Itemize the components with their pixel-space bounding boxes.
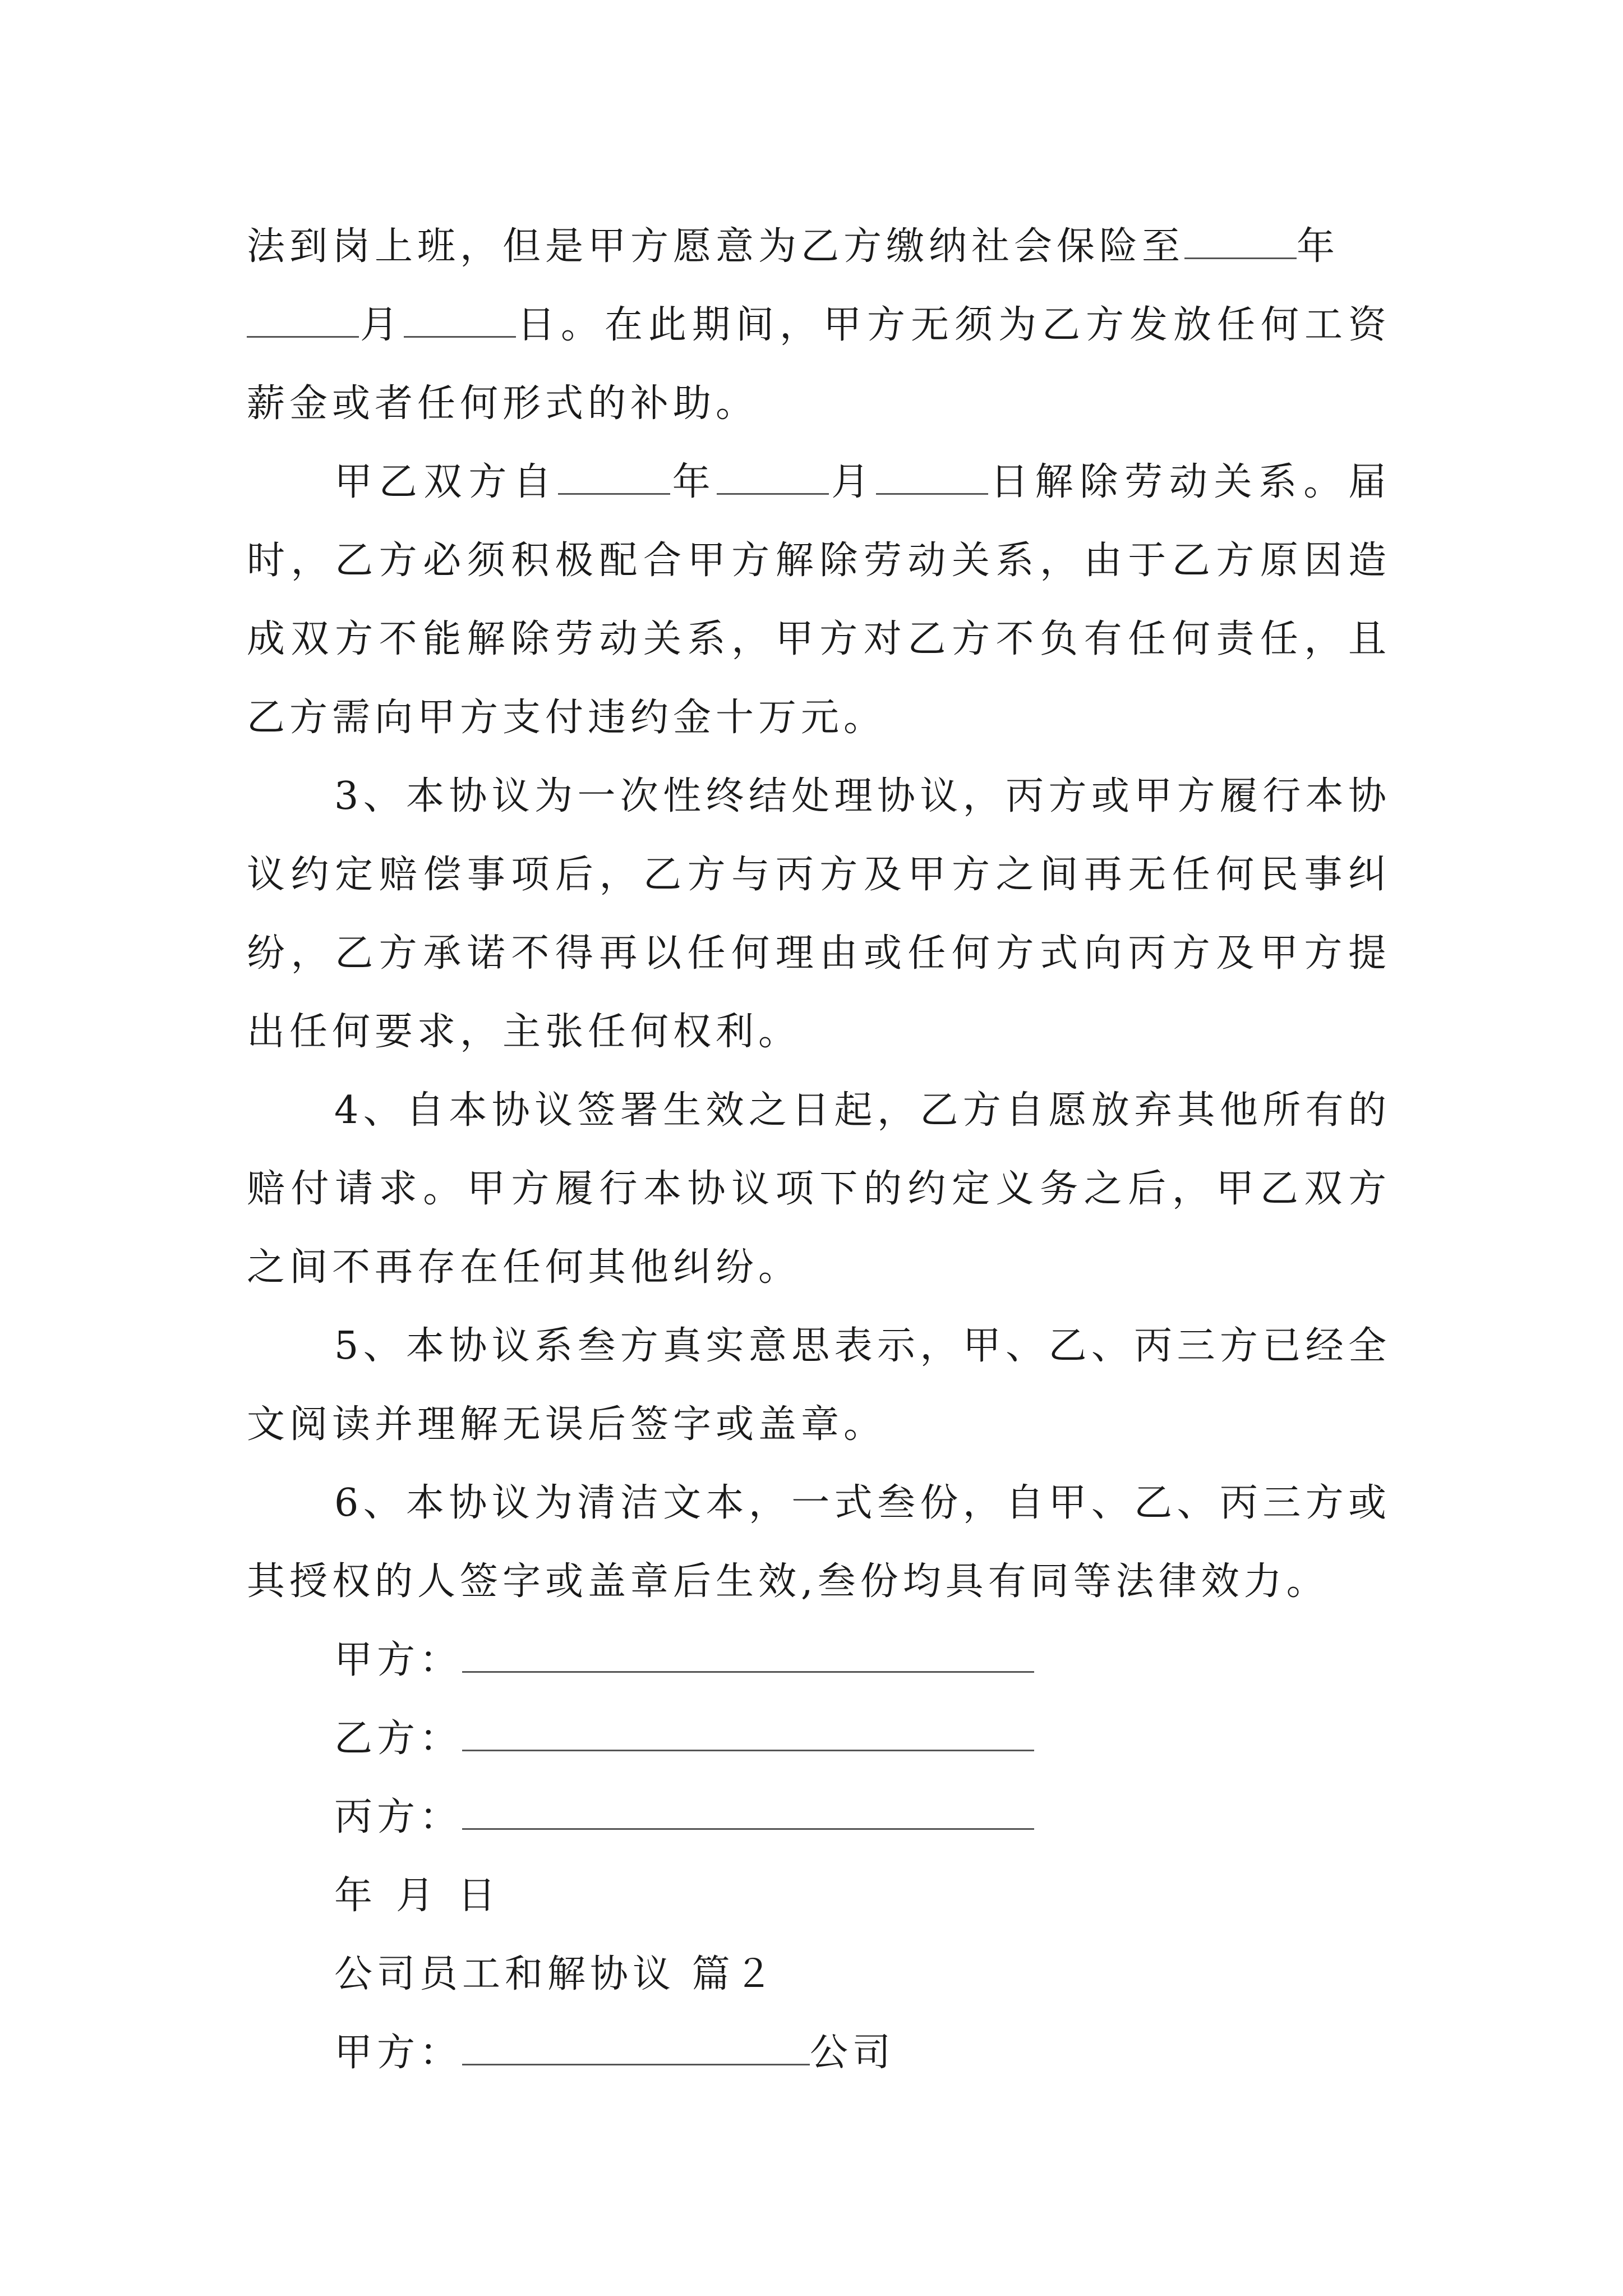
next-party-a-company-field[interactable] bbox=[462, 2029, 810, 2065]
blank-year-field[interactable] bbox=[1184, 223, 1297, 259]
paragraph-2-month: 月 bbox=[829, 460, 876, 504]
paragraph-2-text-a: 甲乙双方自 bbox=[334, 460, 558, 504]
clause-5: 5、本协议系叁方真实意思表示，甲、乙、丙三方已经全文阅读并理解无误后签字或盖章。 bbox=[247, 1324, 1391, 1447]
signature-party-a bbox=[247, 1621, 1391, 1700]
clause-4: 4、自本协议签署生效之日起，乙方自愿放弃其他所有的赔付请求。甲方履行本协议项下的约定义务之后，甲乙双方之间不再存在任何其他纠纷。 bbox=[247, 1088, 1391, 1290]
paragraph-1-month: 月 bbox=[359, 303, 404, 347]
signature-party-c-label: 丙方： bbox=[334, 1795, 463, 1839]
signature-party-a-field[interactable] bbox=[462, 1636, 1034, 1673]
blank-year-field[interactable] bbox=[558, 458, 670, 495]
paragraph-2-year: 年 bbox=[670, 460, 717, 504]
signature-party-c-field[interactable] bbox=[462, 1793, 1034, 1830]
signature-party-a-label: 甲方： bbox=[334, 1638, 463, 1682]
signature-party-b bbox=[247, 1700, 1391, 1778]
paragraph-1-text-d: 日。在此期间，甲方无须为乙方发放任何工资薪金或者任何形式的补助。 bbox=[247, 303, 1391, 426]
blank-day-field[interactable] bbox=[876, 458, 988, 495]
blank-day-field[interactable] bbox=[404, 301, 516, 338]
next-party-a-label: 甲方： bbox=[334, 2031, 463, 2075]
date-day-label: 日 bbox=[458, 1874, 501, 1918]
signature-date bbox=[247, 1857, 1391, 1935]
signature-party-b-label: 乙方： bbox=[334, 1717, 463, 1761]
document-page bbox=[247, 208, 1391, 2092]
paragraph-1-year: 年 bbox=[1297, 224, 1340, 269]
blank-month-field[interactable] bbox=[247, 301, 359, 338]
paragraph-2-text-d: 日解除劳动关系。届时，乙方必须积极配合甲方解除劳动关系，由于乙方原因造成双方不能解除劳动关系，甲方对乙方不负有任何责任，且乙方需向甲方支付违约金十万元。 bbox=[247, 460, 1391, 740]
next-party-a bbox=[247, 2014, 1391, 2092]
clause-3: 3、本协议为一次性终结处理协议，丙方或甲方履行本协议约定赔偿事项后，乙方与丙方及甲方之间再无任何民事纠纷，乙方承诺不得再以任何理由或任何方式向丙方及甲方提出任何要求，主张任何权利。 bbox=[247, 774, 1391, 1054]
paragraph-1-text-a: 法到岗上班，但是甲方愿意为乙方缴纳社会保险至 bbox=[247, 224, 1185, 269]
date-month-label: 月 bbox=[396, 1874, 439, 1918]
signature-party-c bbox=[247, 1778, 1391, 1857]
signature-party-b-field[interactable] bbox=[462, 1715, 1034, 1751]
blank-month-field[interactable] bbox=[717, 458, 829, 495]
clause-6: 6、本协议为清洁文本，一式叁份，自甲、乙、丙三方或其授权的人签字或盖章后生效,叁份均具有同等法律效力。 bbox=[247, 1481, 1391, 1604]
next-party-a-suffix: 公司 bbox=[810, 2031, 896, 2075]
date-year-label: 年 bbox=[334, 1874, 377, 1918]
paragraph-2 bbox=[247, 443, 1391, 757]
paragraph-1 bbox=[247, 208, 1391, 443]
section-title: 公司员工和解协议 篇２ bbox=[334, 1952, 777, 1996]
